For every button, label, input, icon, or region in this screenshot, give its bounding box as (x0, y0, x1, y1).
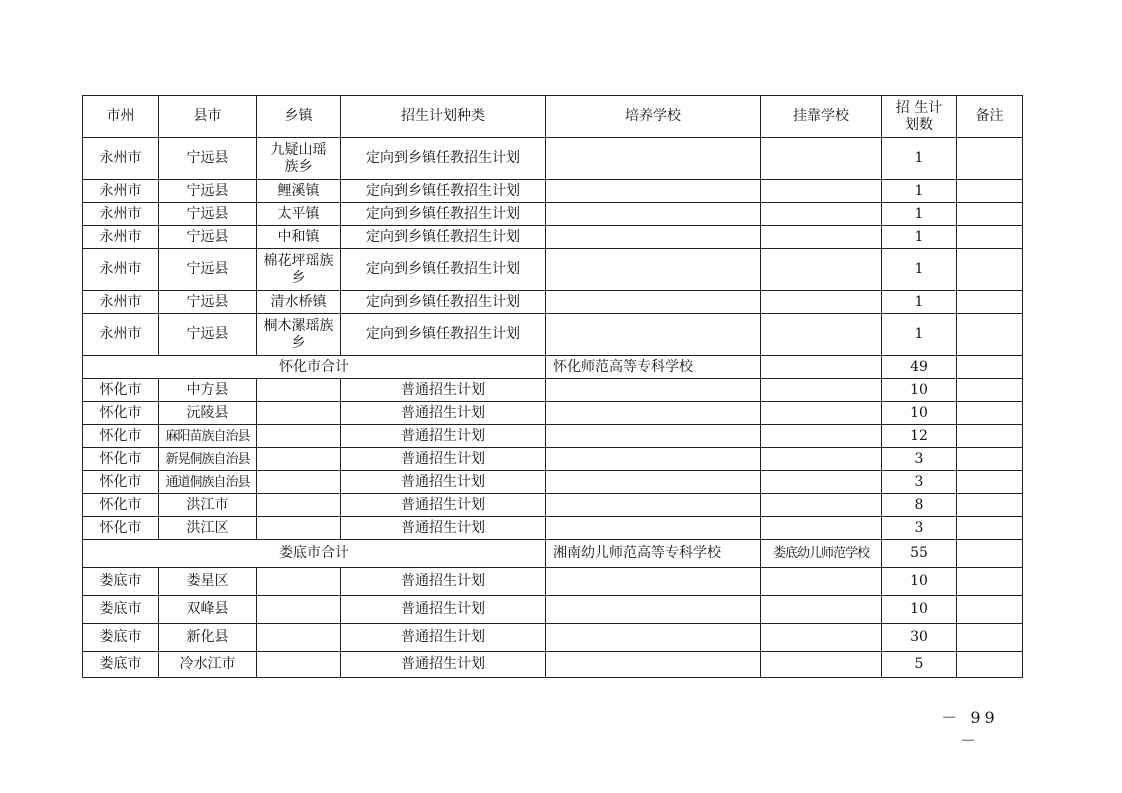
cell-plan: 定向到乡镇任教招生计划 (341, 249, 546, 291)
cell-count: 10 (882, 379, 957, 402)
subtotal-label: 怀化市合计 (83, 356, 546, 379)
cell-affiliate (761, 517, 882, 540)
subtotal-count: 55 (882, 540, 957, 568)
cell-school (546, 379, 761, 402)
cell-remark (957, 180, 1023, 203)
cell-count: 10 (882, 402, 957, 425)
cell-city: 怀化市 (83, 402, 159, 425)
cell-city: 永州市 (83, 138, 159, 180)
cell-affiliate (761, 568, 882, 596)
cell-remark (957, 291, 1023, 314)
cell-city: 娄底市 (83, 652, 159, 678)
cell-affiliate (761, 249, 882, 291)
table-row (83, 494, 1023, 517)
table-row (83, 448, 1023, 471)
header-row (83, 96, 1023, 138)
header-city: 市州 (83, 96, 159, 138)
table-row (83, 138, 1023, 180)
cell-count: 1 (882, 314, 957, 356)
cell-county: 新化县 (159, 624, 257, 652)
cell-town: 太平镇 (257, 203, 341, 226)
cell-count: 1 (882, 291, 957, 314)
cell-town: 中和镇 (257, 226, 341, 249)
enrollment-plan-table (82, 95, 1023, 678)
cell-plan: 普通招生计划 (341, 568, 546, 596)
cell-affiliate (761, 652, 882, 678)
cell-school (546, 203, 761, 226)
cell-county: 双峰县 (159, 596, 257, 624)
cell-plan: 定向到乡镇任教招生计划 (341, 180, 546, 203)
cell-county: 中方县 (159, 379, 257, 402)
cell-town: 棉花坪瑶族乡 (257, 249, 341, 291)
cell-remark (957, 596, 1023, 624)
header-affiliated-school: 挂靠学校 (761, 96, 882, 138)
cell-county: 宁远县 (159, 180, 257, 203)
cell-plan: 定向到乡镇任教招生计划 (341, 226, 546, 249)
cell-city: 永州市 (83, 180, 159, 203)
cell-plan: 普通招生计划 (341, 448, 546, 471)
cell-plan: 普通招生计划 (341, 652, 546, 678)
cell-school (546, 494, 761, 517)
cell-plan: 定向到乡镇任教招生计划 (341, 203, 546, 226)
cell-county: 宁远县 (159, 203, 257, 226)
cell-count: 1 (882, 138, 957, 180)
subtotal-row-huaihua (83, 356, 1023, 379)
subtotal-school: 怀化师范高等专科学校 (546, 356, 761, 379)
table-row (83, 379, 1023, 402)
table-row (83, 314, 1023, 356)
cell-plan: 普通招生计划 (341, 425, 546, 448)
cell-school (546, 652, 761, 678)
cell-town (257, 596, 341, 624)
cell-city: 永州市 (83, 249, 159, 291)
table-row (83, 471, 1023, 494)
cell-county: 沅陵县 (159, 402, 257, 425)
subtotal-label: 娄底市合计 (83, 540, 546, 568)
cell-school (546, 138, 761, 180)
table-row (83, 203, 1023, 226)
cell-count: 1 (882, 249, 957, 291)
cell-affiliate (761, 180, 882, 203)
cell-remark (957, 379, 1023, 402)
cell-city: 永州市 (83, 314, 159, 356)
cell-county: 宁远县 (159, 138, 257, 180)
cell-affiliate (761, 596, 882, 624)
cell-city: 永州市 (83, 226, 159, 249)
cell-remark (957, 138, 1023, 180)
cell-remark (957, 425, 1023, 448)
cell-count: 10 (882, 596, 957, 624)
cell-school (546, 517, 761, 540)
cell-school (546, 568, 761, 596)
cell-town (257, 402, 341, 425)
table-row (83, 652, 1023, 678)
cell-city: 怀化市 (83, 379, 159, 402)
cell-school (546, 596, 761, 624)
header-county: 县市 (159, 96, 257, 138)
cell-town (257, 379, 341, 402)
cell-plan: 普通招生计划 (341, 517, 546, 540)
cell-plan: 定向到乡镇任教招生计划 (341, 138, 546, 180)
cell-town: 九疑山瑶族乡 (257, 138, 341, 180)
cell-county: 新晃侗族自治县 (159, 448, 257, 471)
table-row (83, 402, 1023, 425)
cell-city: 怀化市 (83, 517, 159, 540)
cell-count: 3 (882, 517, 957, 540)
cell-town (257, 494, 341, 517)
cell-county: 冷水江市 (159, 652, 257, 678)
cell-remark (957, 517, 1023, 540)
cell-county: 宁远县 (159, 291, 257, 314)
cell-city: 怀化市 (83, 425, 159, 448)
cell-remark (957, 652, 1023, 678)
cell-town (257, 652, 341, 678)
cell-school (546, 425, 761, 448)
subtotal-affiliate: 娄底幼儿师范学校 (761, 540, 882, 568)
cell-count: 1 (882, 180, 957, 203)
cell-affiliate (761, 402, 882, 425)
cell-count: 1 (882, 203, 957, 226)
cell-count: 3 (882, 448, 957, 471)
cell-town (257, 425, 341, 448)
cell-count: 12 (882, 425, 957, 448)
table-row (83, 249, 1023, 291)
cell-county: 麻阳苗族自治县 (159, 425, 257, 448)
header-town: 乡镇 (257, 96, 341, 138)
cell-affiliate (761, 494, 882, 517)
cell-town: 桐木漯瑶族乡 (257, 314, 341, 356)
cell-town: 清水桥镇 (257, 291, 341, 314)
cell-count: 10 (882, 568, 957, 596)
cell-remark (957, 624, 1023, 652)
cell-county: 宁远县 (159, 226, 257, 249)
header-plan-type: 招生计划种类 (341, 96, 546, 138)
cell-county: 宁远县 (159, 314, 257, 356)
table-row (83, 425, 1023, 448)
cell-plan: 普通招生计划 (341, 402, 546, 425)
cell-county: 宁远县 (159, 249, 257, 291)
cell-affiliate (761, 314, 882, 356)
subtotal-count: 49 (882, 356, 957, 379)
cell-affiliate (761, 471, 882, 494)
cell-city: 永州市 (83, 291, 159, 314)
cell-town (257, 517, 341, 540)
cell-plan: 普通招生计划 (341, 379, 546, 402)
header-remarks: 备注 (957, 96, 1023, 138)
cell-plan: 定向到乡镇任教招生计划 (341, 314, 546, 356)
cell-town (257, 448, 341, 471)
cell-affiliate (761, 291, 882, 314)
cell-county: 洪江市 (159, 494, 257, 517)
cell-affiliate (761, 624, 882, 652)
cell-affiliate (761, 203, 882, 226)
cell-remark (957, 226, 1023, 249)
cell-school (546, 471, 761, 494)
header-plan-count: 招 生计划数 (882, 96, 957, 138)
cell-remark (957, 471, 1023, 494)
cell-affiliate (761, 379, 882, 402)
table-row (83, 568, 1023, 596)
cell-city: 娄底市 (83, 568, 159, 596)
page-number: － 99 － (941, 708, 999, 750)
cell-remark (957, 356, 1023, 379)
cell-city: 娄底市 (83, 624, 159, 652)
cell-remark (957, 448, 1023, 471)
cell-remark (957, 540, 1023, 568)
cell-affiliate (761, 138, 882, 180)
cell-county: 通道侗族自治县 (159, 471, 257, 494)
cell-town: 鲤溪镇 (257, 180, 341, 203)
cell-count: 1 (882, 226, 957, 249)
cell-town (257, 568, 341, 596)
cell-school (546, 291, 761, 314)
cell-city: 怀化市 (83, 471, 159, 494)
cell-count: 3 (882, 471, 957, 494)
cell-remark (957, 314, 1023, 356)
cell-remark (957, 568, 1023, 596)
cell-school (546, 402, 761, 425)
cell-county: 洪江区 (159, 517, 257, 540)
cell-school (546, 448, 761, 471)
cell-affiliate (761, 425, 882, 448)
cell-plan: 普通招生计划 (341, 596, 546, 624)
table-row (83, 180, 1023, 203)
cell-plan: 定向到乡镇任教招生计划 (341, 291, 546, 314)
cell-school (546, 249, 761, 291)
cell-town (257, 471, 341, 494)
cell-remark (957, 203, 1023, 226)
table-row (83, 226, 1023, 249)
table-row (83, 624, 1023, 652)
cell-county: 娄星区 (159, 568, 257, 596)
cell-affiliate (761, 226, 882, 249)
cell-city: 永州市 (83, 203, 159, 226)
cell-school (546, 314, 761, 356)
cell-city: 怀化市 (83, 448, 159, 471)
subtotal-school: 湘南幼儿师范高等专科学校 (546, 540, 761, 568)
cell-count: 30 (882, 624, 957, 652)
table-row (83, 596, 1023, 624)
cell-remark (957, 494, 1023, 517)
subtotal-affiliate (761, 356, 882, 379)
cell-plan: 普通招生计划 (341, 624, 546, 652)
cell-plan: 普通招生计划 (341, 471, 546, 494)
subtotal-row-loudi (83, 540, 1023, 568)
cell-city: 怀化市 (83, 494, 159, 517)
cell-count: 5 (882, 652, 957, 678)
table-row (83, 291, 1023, 314)
cell-plan: 普通招生计划 (341, 494, 546, 517)
cell-count: 8 (882, 494, 957, 517)
cell-school (546, 624, 761, 652)
header-training-school: 培养学校 (546, 96, 761, 138)
cell-affiliate (761, 448, 882, 471)
cell-remark (957, 249, 1023, 291)
table-row (83, 517, 1023, 540)
cell-city: 娄底市 (83, 596, 159, 624)
cell-town (257, 624, 341, 652)
cell-school (546, 180, 761, 203)
cell-school (546, 226, 761, 249)
cell-remark (957, 402, 1023, 425)
